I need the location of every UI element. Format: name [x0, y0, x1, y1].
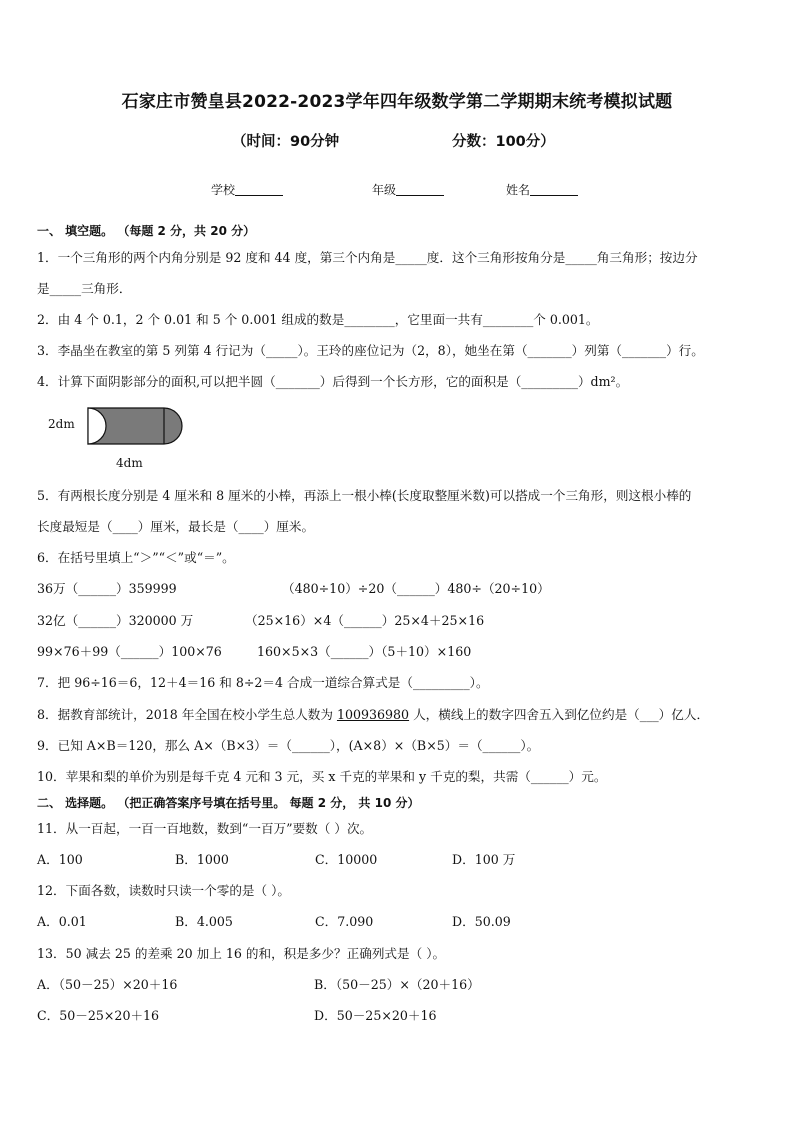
q11-option-a: A．100	[37, 852, 83, 867]
exam-time: （时间：90分钟	[232, 134, 340, 150]
figure-height-label: 2dm	[48, 417, 75, 431]
name-field	[506, 181, 578, 198]
q8-prefix: 8．据教育部统计，2018 年全国在校小学生总人数为	[37, 707, 337, 722]
grade-field	[372, 181, 444, 198]
q13-option-c: C．50－25×20＋16	[37, 1008, 160, 1023]
q6-r1-c1: 36万（______）359999	[37, 581, 177, 596]
shaded-shape-figure	[44, 400, 204, 480]
q12-option-b: B．4.005	[175, 914, 233, 929]
school-field	[211, 181, 283, 198]
section2-heading: 二、 选择题。 （把正确答案序号填在括号里。 每题 2 分， 共 10 分）	[37, 796, 420, 810]
q12-option-a: A．0.01	[37, 914, 87, 929]
q8-suffix: 人，横线上的数字四舍五入到亿位约是（___）亿人．	[409, 707, 710, 722]
q6-r3-c2: 160×5×3（______）（5＋10）×160	[257, 644, 472, 659]
q13-option-b: B．（50－25）×（20＋16）	[314, 977, 480, 992]
figure-width-label: 4dm	[116, 456, 143, 470]
q12-option-d: D．50.09	[452, 914, 511, 929]
question-8	[37, 706, 762, 724]
q11-option-b: B．1000	[175, 852, 229, 867]
shaded-shape	[44, 400, 204, 450]
q13-option-d: D．50－25×20＋16	[314, 1008, 437, 1023]
question-3: 3．李晶坐在教室的第 5 列第 4 行记为（_____）。王玲的座位记为（2，8），她坐在第（_______）列第（_______）行。	[37, 343, 704, 358]
question-9: 9．已知 A×B＝120，那么 A×（B×3）＝（______），(A×8）×（B×5）＝（______）。	[37, 738, 540, 753]
grade-label: 年级	[372, 183, 397, 197]
question-10: 10．苹果和梨的单价为别是每千克 4 元和 3 元，买 x 千克的苹果和 y 千克的梨，共需（______）元。	[37, 769, 607, 784]
q8-underlined-number: 100936980	[336, 707, 410, 722]
question-2: 2．由 4 个 0.1，2 个 0.01 和 5 个 0.001 组成的数是________，它里面一共有________个 0.001。	[37, 312, 599, 327]
q6-r1-c2: （480÷10）÷20（______）480÷（20÷10）	[282, 581, 550, 596]
section1-heading: 一、 填空题。 （每题 2 分，共 20 分）	[37, 224, 256, 238]
q11-option-c: C．10000	[315, 852, 378, 867]
question-12: 12．下面各数，读数时只读一个零的是（ ）。	[37, 883, 291, 898]
question-4: 4．计算下面阴影部分的面积,可以把半圆（_______）后得到一个长方形，它的面积是（_________）dm²。	[37, 374, 629, 389]
question-6: 6．在括号里填上“＞”“＜”或“＝”。	[37, 550, 235, 565]
q6-r3-c1: 99×76＋99（______）100×76	[37, 644, 222, 659]
question-11: 11．从一百起，一百一百地数，数到“一百万”要数（ ）次。	[37, 821, 373, 836]
school-blank	[235, 183, 283, 196]
question-1-line1: 1．一个三角形的两个内角分别是 92 度和 44 度，第三个内角是_____度．这个三角形按角分是_____角三角形；按边分	[37, 250, 698, 265]
question-13: 13．50 减去 25 的差乘 20 加上 16 的和，积是多少？正确列式是（ ）。	[37, 946, 446, 961]
exam-title: 石家庄市赞皇县2022-2023学年四年级数学第二学期期末统考模拟试题	[121, 92, 673, 112]
grade-blank	[396, 183, 444, 196]
q6-r2-c1: 32亿（______）320000 万	[37, 613, 194, 628]
question-1-line2: 是_____三角形．	[37, 281, 132, 296]
q13-option-a: A．（50－25）×20＋16	[37, 977, 178, 992]
name-blank	[530, 183, 578, 196]
school-label: 学校	[211, 183, 236, 197]
exam-score: 分数：100分）	[452, 134, 555, 150]
question-5-line2: 长度最短是（____）厘米，最长是（____）厘米。	[37, 519, 315, 534]
question-5-line1: 5．有两根长度分别是 4 厘米和 8 厘米的小棒，再添上一根小棒(长度取整厘米数)可以搭成一个三角形，则这根小棒的	[37, 488, 692, 503]
q11-option-d: D．100 万	[452, 852, 516, 867]
q12-option-c: C．7.090	[315, 914, 374, 929]
question-7: 7．把 96÷16＝6，12＋4＝16 和 8÷2＝4 合成一道综合算式是（_________）。	[37, 675, 489, 690]
name-label: 姓名	[506, 183, 531, 197]
q6-r2-c2: （25×16）×4（______）25×4＋25×16	[245, 613, 485, 628]
